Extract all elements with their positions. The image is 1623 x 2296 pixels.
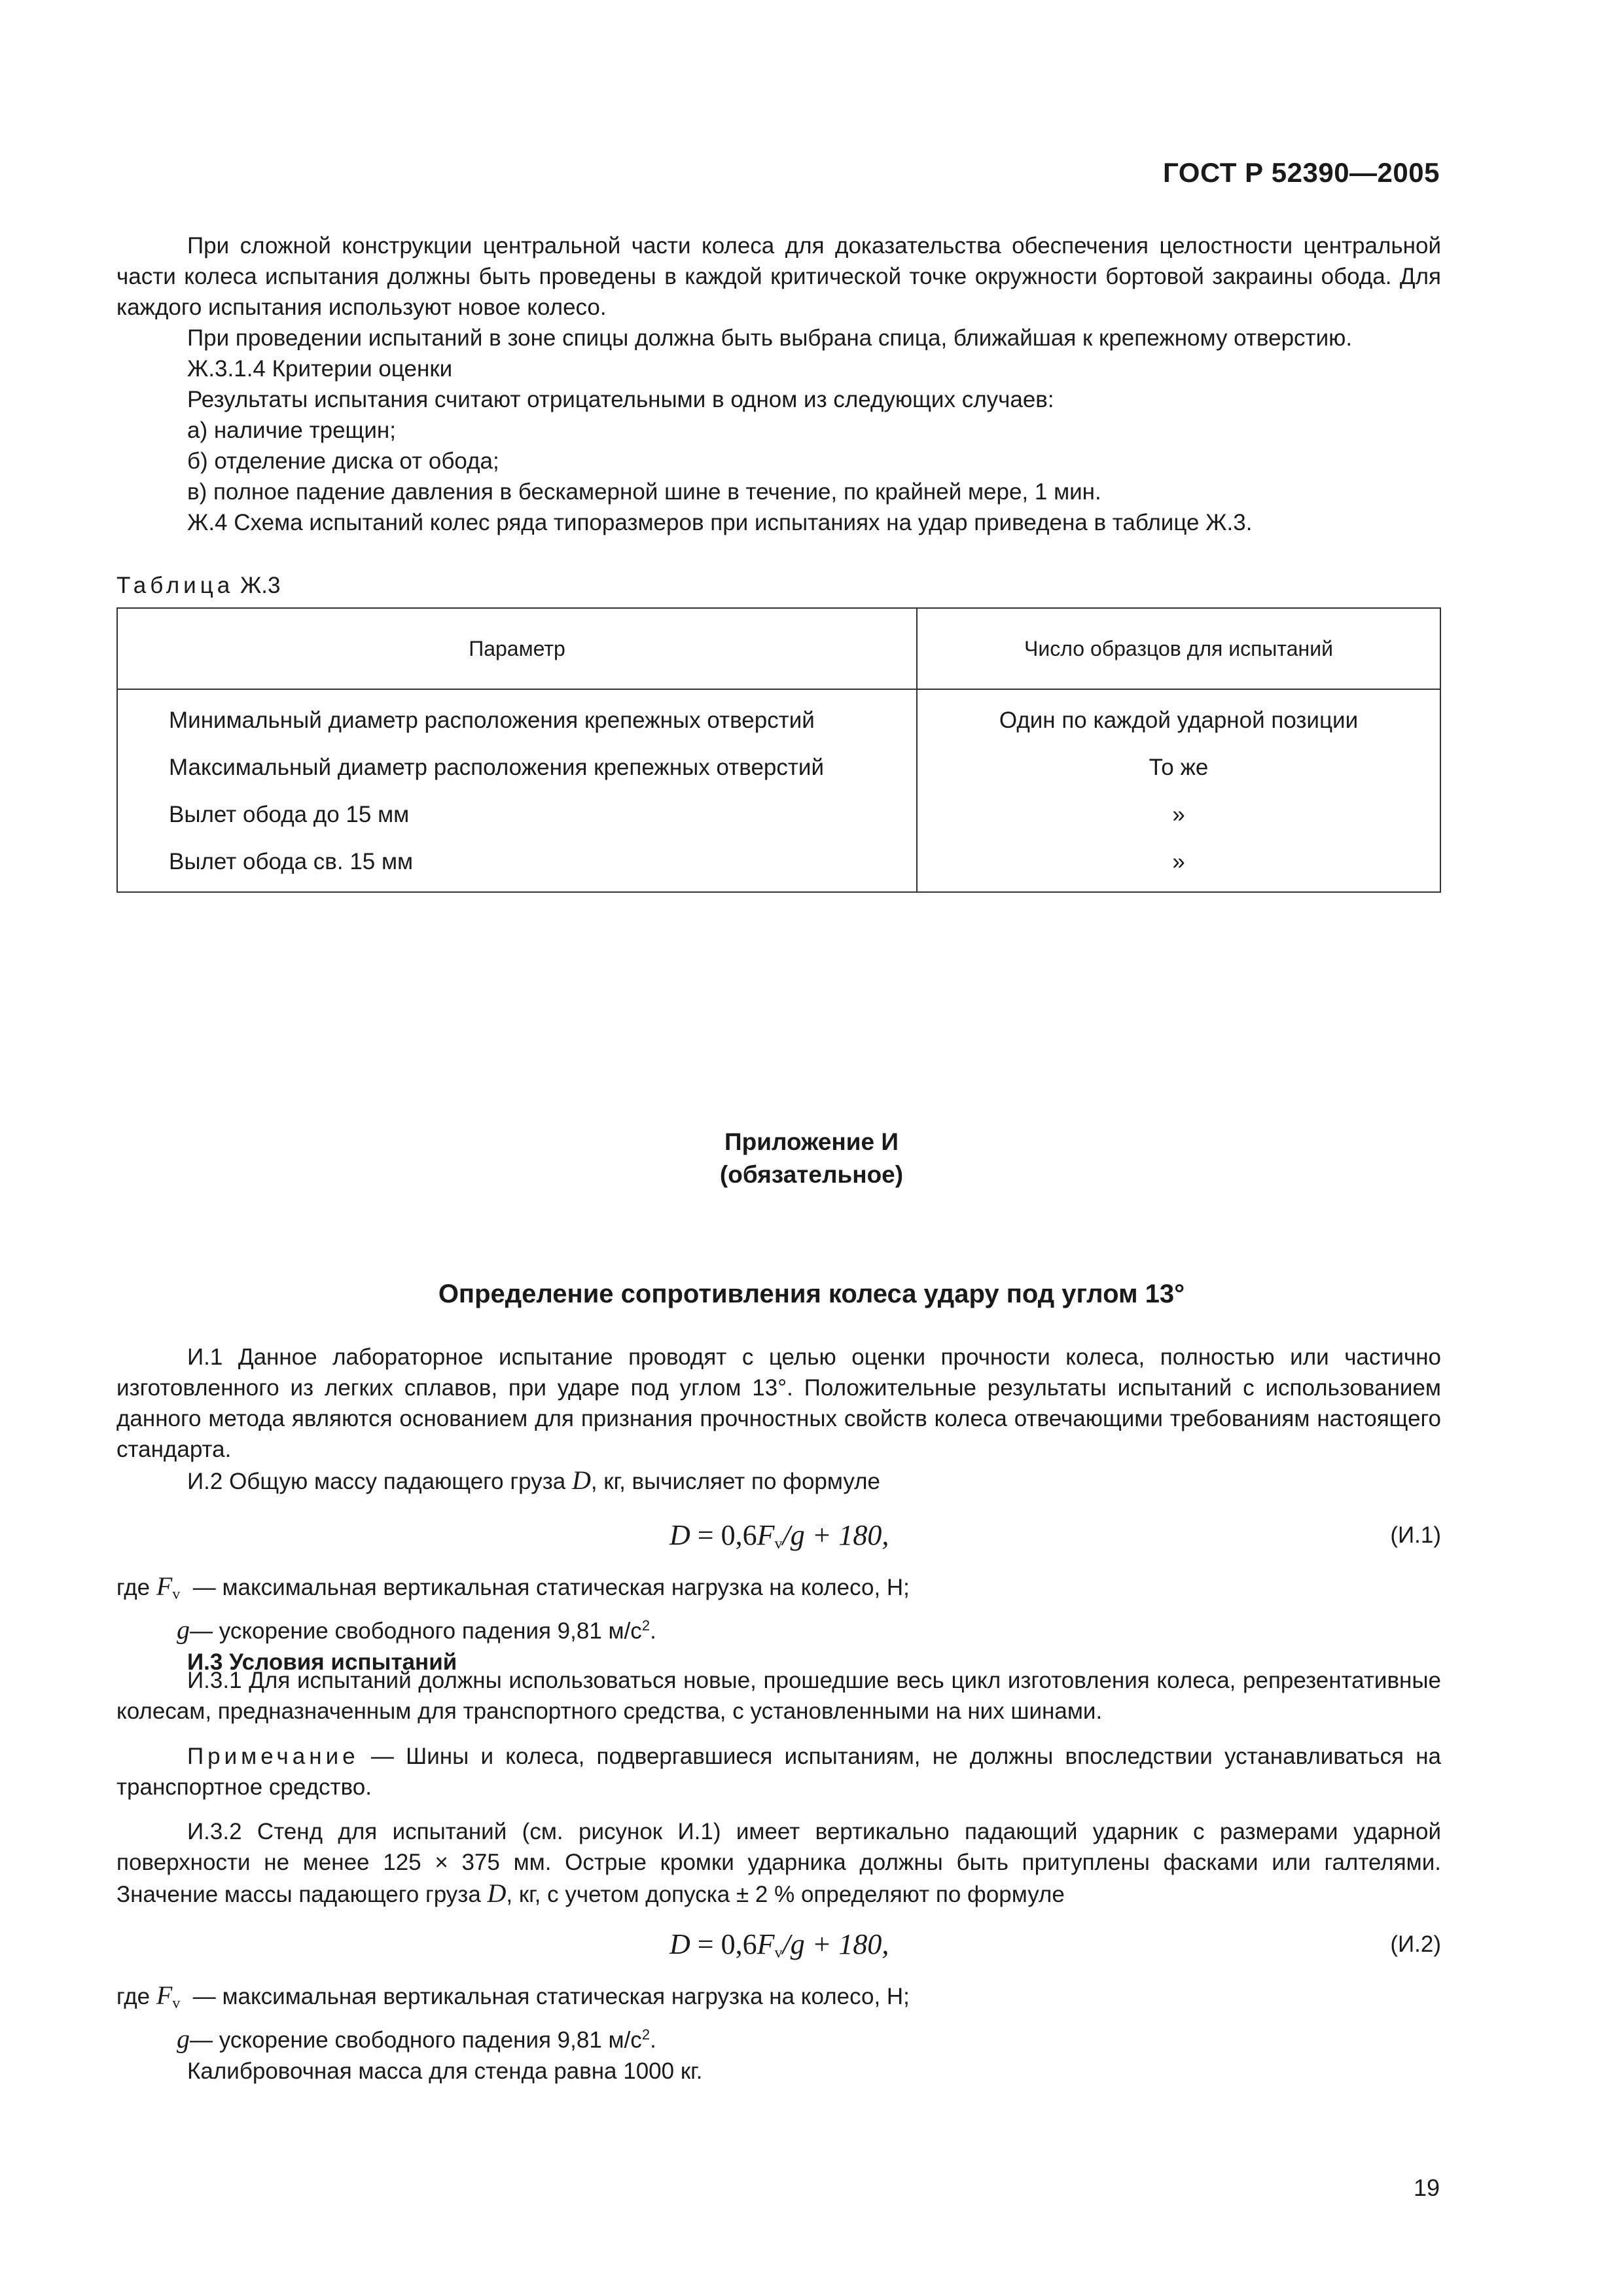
section-i3-heading: И.3 Условия испытаний: [187, 1649, 457, 1675]
document-code: ГОСТ Р 52390—2005: [1163, 157, 1440, 188]
cell-count: »: [917, 838, 1440, 892]
calibration-note: Калибровочная масса для стенда равна 1000 кг.: [187, 2058, 703, 2084]
note-block: [116, 1741, 1441, 1803]
header-count: Число образцов для испытаний: [917, 608, 1440, 689]
formula-2: $D = 0,6F_v/g + 180$,: [669, 1928, 889, 1962]
formula-2-legend: [116, 1980, 1441, 2087]
legend-fv: где $F_v$ — максимальная вертикальная статическая нагрузка на колесо, Н;: [116, 1981, 910, 2012]
appendix-title: [0, 1126, 1623, 1191]
cell-count: »: [917, 791, 1440, 838]
table-row: [117, 838, 1440, 892]
legend-fv: где $F_v$ — максимальная вертикальная статическая нагрузка на колесо, Н;: [116, 1571, 910, 1603]
table-header-row: [117, 608, 1440, 689]
criteria-intro: Результаты испытания считают отрицательными в одном из следующих случаев:: [187, 387, 1054, 412]
paragraph-i1: И.1 Данное лабораторное испытание проводят с целью оценки прочности колеса, полностью или частично изготовленного из легких сплавов, при ударе под углом 13°. Положительные результаты испытаний с использованием данного метода являются основанием для признания прочностных свойств колеса отвечающими требованиям настоящего стандарта.: [116, 1344, 1441, 1462]
cell-count: То же: [917, 744, 1440, 791]
cell-param: Вылет обода св. 15 мм: [117, 838, 917, 892]
appendix-intro: [116, 1342, 1441, 1497]
formula-1-legend: [116, 1571, 1441, 1677]
criteria-item-b: б) отделение диска от обода;: [187, 448, 499, 474]
formula-1: $D = 0,6F_v/g + 180$,: [669, 1519, 889, 1552]
cell-param: Максимальный диаметр расположения крепежных отверстий: [117, 744, 917, 791]
table-zh3: [116, 607, 1441, 893]
table-caption-word: Таблица: [116, 573, 234, 598]
section-i31: [116, 1665, 1441, 1727]
table-row: [117, 689, 1440, 744]
appendix-status: (обязательное): [719, 1161, 904, 1188]
formula-row-1: [116, 1518, 1441, 1558]
section-i32: [116, 1816, 1441, 1910]
formula-row-2: [116, 1928, 1441, 1967]
appendix-heading: Определение сопротивления колеса удару под углом 13°: [438, 1280, 1185, 1308]
paragraph-spoke-zone: При проведении испытаний в зоне спицы должна быть выбрана спица, ближайшая к крепежному отверстию.: [187, 325, 1353, 351]
appendix-name: Приложение И: [724, 1128, 899, 1155]
header-param: Параметр: [117, 608, 917, 689]
paragraph-i31: И.3.1 Для испытаний должны использоваться новые, прошедшие весь цикл изготовления колеса, репрезентативные колесам, предназначенным для транспортного средства, с установленными на них шинами.: [116, 1668, 1441, 1724]
table-row: [117, 744, 1440, 791]
criteria-item-c: в) полное падение давления в бескамерной шине в течение, по крайней мере, 1 мин.: [187, 479, 1101, 505]
criteria-heading: Ж.3.1.4 Критерии оценки: [187, 356, 453, 382]
cell-param: Минимальный диаметр расположения крепежных отверстий: [117, 689, 917, 744]
table-caption: [116, 573, 280, 599]
criteria-item-a: а) наличие трещин;: [187, 418, 396, 443]
cell-param: Вылет обода до 15 мм: [117, 791, 917, 838]
cell-count: Один по каждой ударной позиции: [917, 689, 1440, 744]
legend-g: g— ускорение свободного падения 9,81 $м/с^2$.: [177, 1615, 656, 1645]
table-row: [117, 791, 1440, 838]
paragraph-i2: И.2 Общую массу падающего груза D, кг, вычисляет по формуле: [187, 1465, 880, 1495]
note-paragraph: Примечание — Шины и колеса, подвергавшиеся испытаниям, не должны впоследствии устанавливаться на транспортное средство.: [116, 1744, 1441, 1800]
formula-number-2: (И.2): [1390, 1931, 1441, 1957]
paragraph-i32: И.3.2 Стенд для испытаний (см. рисунок И.1) имеет вертикально падающий ударник с размерами ударной поверхности не менее 125 × 375 мм. Острые кромки ударника должны быть притуплены фасками или галтелями. Значение массы падающего груза D, кг, с учетом допуска ± 2 % определяют по формуле: [116, 1819, 1441, 1908]
page-number: 19: [1413, 2174, 1440, 2201]
paragraph-zh4: Ж.4 Схема испытаний колес ряда типоразмеров при испытаниях на удар приведена в таблице Ж.3.: [187, 510, 1253, 535]
legend-g: g— ускорение свободного падения 9,81 $м/с^2$.: [177, 2024, 656, 2054]
table-caption-number: Ж.3: [240, 573, 281, 598]
top-section: [116, 230, 1441, 538]
formula-number-1: (И.1): [1390, 1522, 1441, 1548]
paragraph-wheel-center: При сложной конструкции центральной части колеса для доказательства обеспечения целостности центральной части колеса испытания должны быть проведены в каждой критической точке окружности бортовой закраины обода. Для каждого испытания используют новое колесо.: [116, 233, 1441, 320]
